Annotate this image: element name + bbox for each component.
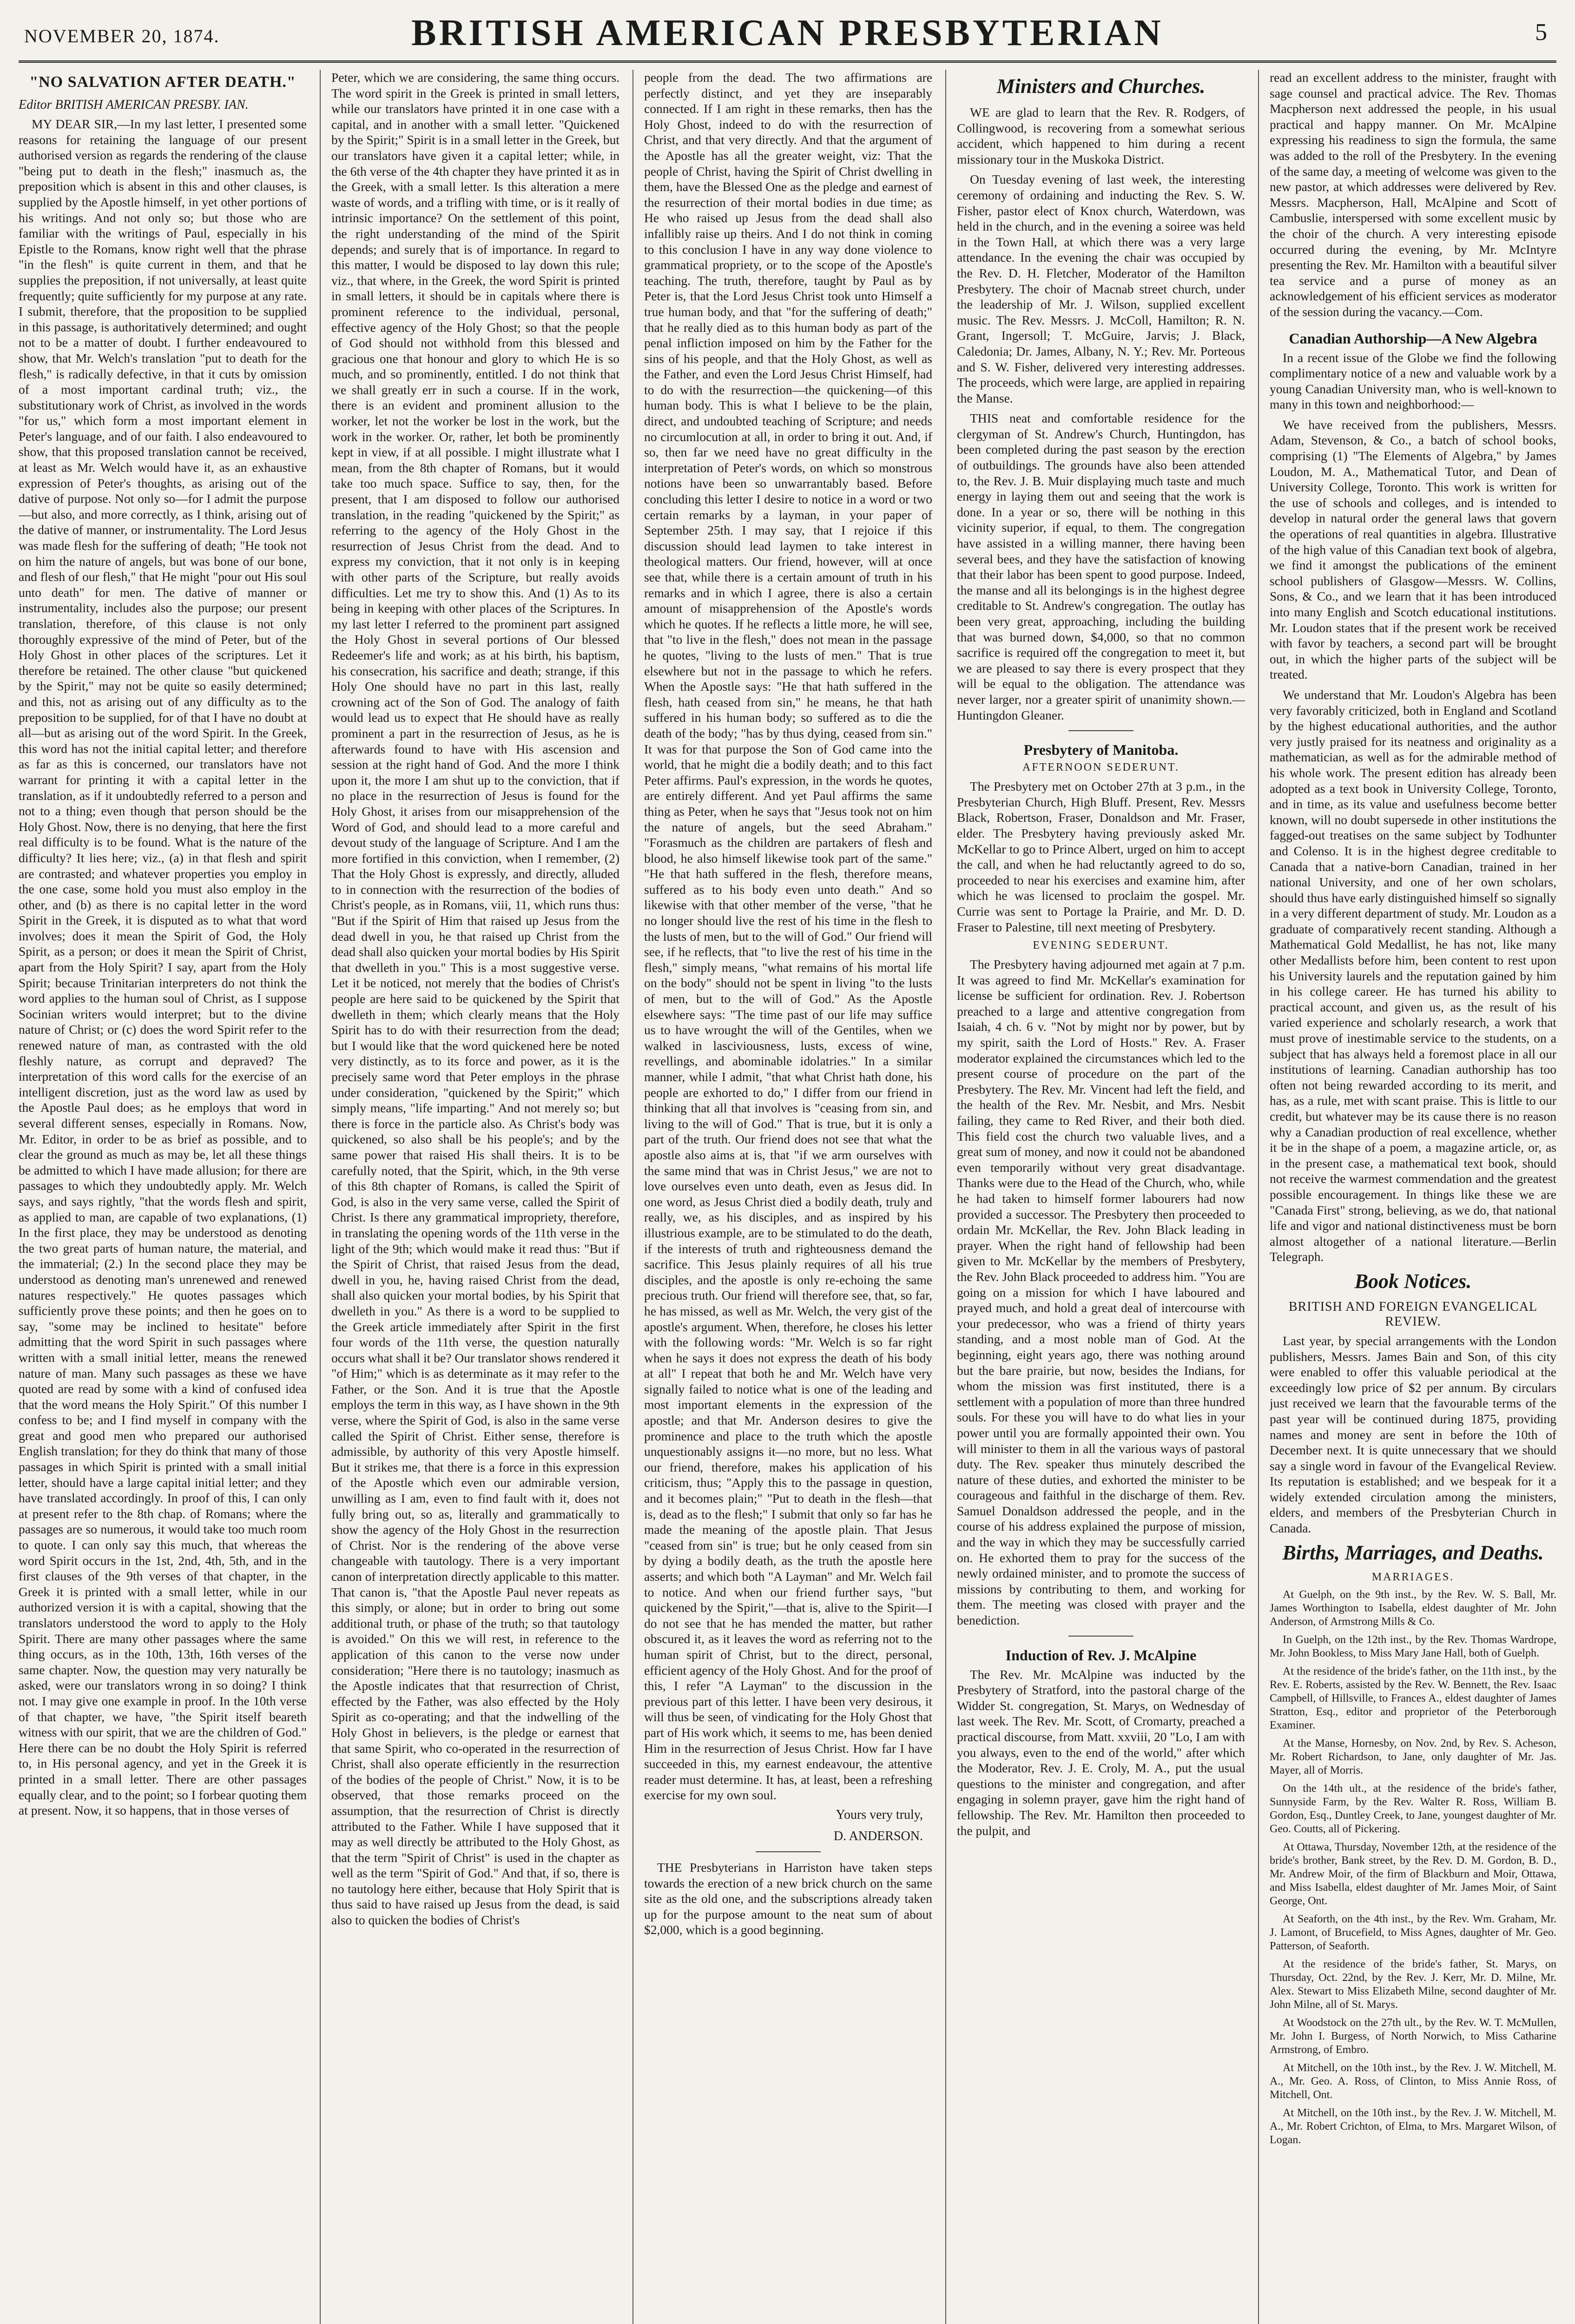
marriage-notice: At Mitchell, on the 10th inst., by the Rev. J. W. Mitchell, M. A., Mr. Geo. A. Ross, of Clinton, to Miss Annie Ross, of Mitchell, Ont. bbox=[1270, 2061, 1556, 2101]
afternoon-text: The Presbytery met on October 27th at 3 p.m., in the Presbyterian Church, High Bluff. Present, Rev. Messrs Black, Robertson, Fraser, Donaldson and Mr. Fraser, elder. The Presbytery having previously asked Mr. McKellar to go to Prince Albert, urged on him to accept the call, and when he had reluctantly agreed to do so, proceeded to near his exercises and examine him, after which he was licensed to proclaim the gospel. Mr. Currie was sent to Portage la Prairie, and Mr. D. D. Fraser to Palestine, till next meeting of Presbytery. bbox=[957, 779, 1245, 934]
column-1 bbox=[19, 70, 307, 2324]
algebra-heading: Canadian Authorship—A New Algebra bbox=[1289, 330, 1537, 347]
evening-label: EVENING SEDERUNT. bbox=[1033, 939, 1169, 952]
induction-continued: read an excellent address to the minister, fraught with sage counsel and practical advice. The Rev. Thomas Macpherson next addressed the people, in his usual practical and happy manner. On Mr. McAlpine expressing his readiness to sign the formula, the same was added to the roll of the Presbytery. In the evening of the same day, a meeting of welcome was given to the new pastor, at which addresses were delivered by Rev. Messrs. Macpherson, Hall, McAlpine and Scott of Cambuslie, interspersed with some excellent music by the choir of the church. A very interesting episode occurred during the evening, by Mr. McIntyre presenting the Rev. Mr. Hamilton with a beautiful silver tea service and a purse of money as an acknowledgement of his efficient services as moderator of the session during the vacancy.—Com. bbox=[1270, 70, 1556, 319]
marriage-notice: At the Manse, Hornesby, on Nov. 2nd, by Rev. S. Acheson, Mr. Robert Richardson, to Jane, only daughter of Mr. Jas. Mayer, all of Morris. bbox=[1270, 1737, 1556, 1776]
ministers-paragraph: WE are glad to learn that the Rev. R. Rodgers, of Collingwood, is recovering from a somewhat serious accident, which happened to him during a recent missionary tour in the Muskoka District. bbox=[957, 105, 1245, 166]
page-number: 5 bbox=[1535, 19, 1547, 46]
letter-salutation: Editor BRITISH AMERICAN PRESBY. IAN. bbox=[19, 98, 249, 112]
column-rule bbox=[320, 70, 321, 2324]
letter-paragraph: people from the dead. The two affirmations are perfectly distinct, and yet they are inseparably connected. If I am right in these remarks, then has the Holy Ghost, indeed to do with the resurrection of Christ, and that very directly. And that the argument of the Apostle has all the greater weight, viz: That the people of Christ, having the Spirit of Christ dwelling in them, have the Blessed One as the pledge and earnest of the resurrection of their mortal bodies in due time; as He who raised up Jesus from the dead shall also infallibly raise up theirs. And I do not think in coming to this conclusion I have in any way done violence to grammatical propriety, or to the scope of the Apostle's teaching. The truth, therefore, taught by Paul as by Peter is, that the Lord Jesus Christ took unto Himself a true human body, and that "for the suffering of death;" that he really died as to this human body as part of the penal infliction imposed on him by the Father for the sins of his people, and that the Holy Ghost, as well as the Father, and even the Lord Jesus Christ Himself, had to do with the resurrection—the quickening—of this human body. This is what I believe to be the plain, direct, and undoubted teaching of Scripture; and needs no circumlocution at all, in order to bring it out. And, if so, then far we need have no great difficulty in the interpretation of Peter's words, on which so monstrous notions have been so unwarrantably based. Before concluding this letter I desire to notice in a word or two certain remarks by a layman, in your paper of September 25th. I may say, that I rejoice if this discussion should lead laymen to take interest in theological matters. Our friend, however, will at once see that, while there is a certain amount of truth in his remarks and in which I agree, there is also a certain amount of misapprehension of the Apostle's words which he quotes. If he reflects a little more, he will see, that "to live in the flesh," does not mean in the passage he quotes, "living to the lusts of men." That is true elsewhere but not in the passage to which he refers. When the Apostle says: "He that hath suffered in the flesh, hath ceased from sin," he means, he that hath suffered in his human body; so suffered as to die the death of the body; "has by thus dying, ceased from sin." It was for that purpose the Son of God came into the world, that he might die a bodily death; and to this fact Peter affirms. Paul's expression, in the words he quotes, are entirely different. And yet Paul affirms the same thing as Peter, when he says that "Jesus took not on him the nature of angels, but the seed Abraham." "Forasmuch as the children are partakers of flesh and blood, he also himself likewise took part of the same." "He that hath suffered in the flesh, therefore means, suffered as to his body even unto death." And so likewise with that other member of the verse, "that he no longer should live the rest of his time in the flesh to the lusts of men, but to the will of God." Our friend will see, if he reflects, that "to live the rest of his time in the flesh," simply means, "what remains of his mortal life on the body" should not be spent in living "to the lusts of men, but to the will of God." As the Apostle elsewhere says: "The time past of our life may suffice us to have wrought the will of the Gentiles, when we walked in lasciviousness, lusts, excess of wine, revellings, and abominable idolatries." In a similar manner, while I admit, "that what Christ hath done, his people are exhorted to do," I differ from our friend in thinking that all that involves is "ceasing from sin, and living to the will of God." That is true, but it is only a part of the truth. Our friend does not see that what the apostle also aims at is, that "if we arm ourselves with the same mind that was in Christ Jesus," we are not to love ourselves even unto death, even as Jesus did. In one word, as Jesus Christ died a bodily death, truly and really, we, as his disciples, and as inspired by his illustrious example, are to be stimulated to do the death, if the interests of truth and righteousness demand the sacrifice. This Jesus plainly requires of all his true disciples, and the apostle is only re-echoing the same precious truth. Our friend will therefore see, that, so far, he has missed, as well as Mr. Welch, the very gist of the apostle's argument. When, therefore, he closes his letter with the following words: "Mr. Welch is so far right when he says it does not express the death of his body at all" I repeat that both he and Mr. Welch have very signally failed to notice what is one of the leading and most important elements in the expression of the apostle; and that Mr. Anderson desires to give the prominence and place to the truth which the apostle unquestionably assigns it—no more, but no less. What our friend, therefore, makes his application of his criticism, thus; "Apply this to the passage in question, and it becomes plain;" "Put to death in the flesh—that is, dead as to the flesh;" I submit that only so far has he made the meaning of the apostle plain. That Jesus "ceased from sin" is true; but he only ceased from sin by dying a bodily death, as the truth the apostle here asserts; and which both "A Layman" and Mr. Welch fail to notice. And when our friend further says, "but quickened by the Spirit,"—that is, alive to the Spirit—I do not see that he has mended the matter, but rather obscured it, as it leaves the word as referring not to the human spirit of Christ, but to the direct, personal, efficient agency of the Holy Ghost. And for the proof of this, I refer "A Layman" to the discussion in the previous part of this letter. I have been very desirous, it will thus be seen, of vindicating for the Holy Ghost that part of His work which, it seems to me, has been denied Him in the resurrection of Jesus Christ. How far I have succeeded in this, my earnest endeavour, the attentive reader must determine. It has, at least, been a refreshing exercise for my own soul. bbox=[644, 70, 932, 1802]
newspaper-title: BRITISH AMERICAN PRESBYTERIAN bbox=[411, 13, 1164, 53]
algebra-paragraph: In a recent issue of the Globe we find the following complimentary notice of a new and valuable work by a young Canadian University man, who is well-known to many in this town and neighborhood:— bbox=[1270, 350, 1556, 412]
marriage-notice: On the 14th ult., at the residence of the bride's father, Sunnyside Farm, by the Rev. Walter R. Ross, William B. Gordon, Esq., Duntley Creek, to Jane, youngest daughter of Mr. Geo. Coutts, all of Pickering. bbox=[1270, 1782, 1556, 1835]
ministers-paragraph: On Tuesday evening of last week, the interesting ceremony of ordaining and inducting the Rev. S. W. Fisher, pastor elect of Knox church, Waterdown, was held in the church, and in the evening a soiree was held in the Town Hall, at which there was a very large attendance. In the evening the chair was occupied by the Rev. D. H. Fletcher, Moderator of the Hamilton Presbytery. The choir of Macnab street church, under the leadership of Mr. J. Wilson, supplied excellent music. The Rev. Messrs. J. McColl, Hamilton; R. N. Grant, Ingersoll; T. McGuire, Jarvis; J. Black, Caledonia; Dr. James, Albany, N. Y.; Rev. Mr. Porteous and S. W. Fisher, delivered very interesting addresses. The proceeds, which were large, are applied in repairing the Manse. bbox=[957, 172, 1245, 405]
marriage-notice: At Woodstock on the 27th ult., by the Rev. W. T. McMullen, Mr. John I. Burgess, of North Norwich, to Miss Catharine Armstrong, of Embro. bbox=[1270, 2016, 1556, 2056]
column-5 bbox=[1270, 70, 1556, 2324]
marriage-notice: At the residence of the bride's father, St. Marys, on Thursday, Oct. 22nd, by the Rev. J. Kerr, Mr. D. Milne, Mr. Alex. Stewart to Miss Elizabeth Milne, second daughter of Mr. John Milne, all of St. Marys. bbox=[1270, 1958, 1556, 2011]
marriages-label: MARRIAGES. bbox=[1371, 1571, 1455, 1583]
letter-paragraph: Peter, which we are considering, the same thing occurs. The word spirit in the Greek is printed in small letters, while our translators have printed it in one case with a capital, and in another with a small letter. "Quickened by the Spirit;" Spirit is in a small letter in the Greek, but our translators have given it a capital letter; while, in the 6th verse of the 4th chapter they have printed it as in the Greek, with a small letter. Is this alteration a mere waste of words, and a trifling with time, or is it really of intrinsic importance? On the settlement of this point, the right understanding of the mind of the Spirit depends; and surely that is of importance. In regard to this matter, I would be disposed to lay down this rule; viz., that where, in the Greek, the word Spirit is printed in small letters, it should be in capitals where there is prominent reference to the individual, personal, effective agency of the Holy Ghost; so that the people of God should not withhold from this blessed and gracious one that honour and glory to which He is so much, and so prominently, entitled. I do not think that we shall greatly err in such a course. If in the work, there is an evident and prominent allusion to the worker, let not the worker be lost in the work, but the work in the worker. Or, rather, let both be prominently kept in view, if at all possible. I might illustrate what I mean, from the 8th chapter of Romans, but it would take too much space. Suffice to say, then, for the present, that I am disposed to follow our authorised translation, in the reading "quickened by the Spirit;" as referring to the agency of the Holy Ghost in the resurrection of Jesus Christ from the dead. And to express my conviction, that it not only is in keeping with other parts of the Scripture, but really avoids difficulties. Let me try to show this. And (1) As to its being in keeping with other places of the Scriptures. In my last letter I referred to the prominent part assigned the Holy Ghost in several portions of Our blessed Redeemer's life and work; as at his birth, his baptism, his consecration, his sacrifice and death; strange, if this Holy One should have no part in this last, really crowning act of the Son of God. The analogy of faith would lead us to expect that He should have as really prominent a part in the resurrection of Jesus, as he is afterwards found to have with His ascension and session at the right hand of God. And the more I think upon it, the more I am shut up to the conviction, that if no place in the resurrection of Jesus is found for the Holy Ghost, it arises from our misapprehension of the Word of God, and should lead to a more careful and devout study of the language of Scripture. And I am the more fortified in this conviction, when I remember, (2) That the Holy Ghost is expressly, and directly, alluded to in connection with the resurrection of the bodies of Christ's people, as in Romans, viii, 11, which runs thus: "But if the Spirit of Him that raised up Jesus from the dead dwell in you, he that raised up Christ from the dead shall also quicken your mortal bodies by His Spirit that dwelleth in you." This is a most suggestive verse. Let it be noticed, not merely that the bodies of Christ's people are here said to be quickened by the Spirit that dwelleth in them; which clearly means that the Holy Spirit has to do with their resurrection from the dead; but I would like that the word quickened here be noted very distinctly, as to its force and power, as it is the precisely same word that Peter employs in the phrase under consideration, "quickened by the Spirit;" which simply means, "life imparting." And not merely so; but there is force in the particle also. As Christ's body was quickened, so also shall be his people's; and by the same power that raised His shall theirs. It is to be carefully noted, that the Spirit, which, in the 9th verse of this 8th chapter of Romans, is called the Spirit of God, is also in the very same verse, called the Spirit of Christ. Is there any grammatical impropriety, therefore, in translating the opening words of the 11th verse in the light of the 9th; which would make it read thus: "But if the Spirit of Christ, that raised Jesus from the dead, dwell in you, he, having raised Christ from the dead, shall also quicken your mortal bodies, by his Spirit that dwelleth in you." As there is a word to be supplied to the Greek article immediately after Spirit in the first four words of the 11th verse, the question naturally occurs what shall it be? Our translator shows rendered it "of Him;" which is as determinate as it may refer to the Father, or the Son. And it is true that the Apostle employs the term in this way, as I have shown in the 9th verse, where the Spirit of God, is also in the same verse called the Spirit of Christ. Either sense, therefore is admissible, by authority of this very Apostle himself. But it strikes me, that there is a force in this expression of the Apostle which even our admirable version, unwilling as I am, even to find fault with it, does not fully bring out, so as, literally and grammatically to show the agency of the Holy Ghost in the resurrection of Christ. Nor is the rendering of the above verse changeable with tautology. There is a very important canon of interpretation directly applicable to this matter. That canon is, "that the Apostle Paul never repeats as this simply, or alone; but in order to bring out some additional truth, or phase of the truth; so that tautology is avoided." On this we will rest, in reference to the application of this canon to the verse now under consideration; "Here there is no tautology; inasmuch as the Apostle indicates that that resurrection of Christ, effected by the Father, was also effected by the Holy Spirit as co-operating; and that the indwelling of the Holy Ghost in believers, is the pledge or earnest that that same Spirit, who co-operated in the resurrection of Christ, shall also operate efficiently in the resurrection of the bodies of the people of Christ." Now, it is to be observed, that those remarks proceed on the assumption, that the resurrection of Christ is directly attributed to the Father. While I have supposed that it may as well directly be attributed to the Holy Ghost, as that the term "Spirit of Christ" is used in the chapter as well as the term "Spirit of God." And that, if so, there is no tautology here either, because that Holy Spirit that is thus said to have raised up Jesus from the dead, is said also to quicken the bodies of Christ's bbox=[331, 70, 619, 1928]
notices-heading: Births, Marriages, and Deaths. bbox=[1282, 1541, 1544, 1564]
letter-signature: D. ANDERSON. bbox=[833, 1829, 923, 1843]
marriage-notice: At Ottawa, Thursday, November 12th, at the residence of the bride's brother, Bank street, by the Rev. D. M. Gordon, B. D., Mr. Andrew Moir, of the firm of Blackburn and Moir, Ottawa, and Miss Isabella, eldest daughter of Mr. James Moir, of Saint George, Ont. bbox=[1270, 1841, 1556, 1907]
column-3 bbox=[644, 70, 932, 2324]
column-rule bbox=[1258, 70, 1259, 2324]
letter-headline: "NO SALVATION AFTER DEATH." bbox=[29, 73, 296, 91]
marriage-notices bbox=[1270, 1571, 1556, 2147]
marriage-notice: In Guelph, on the 12th inst., by the Rev. Thomas Wardrope, Mr. John Bookless, to Miss Mary Jane Hall, both of Guelph. bbox=[1270, 1633, 1556, 1659]
column-2 bbox=[331, 70, 619, 2324]
induction-text: The Rev. Mr. McAlpine was inducted by the Presbytery of Stratford, into the pastoral charge of the Widder St. congregation, St. Marys, on Wednesday of last week. The Rev. Mr. Scott, of Cromarty, preached a practical discourse, from Matt. xxviii, 20 "Lo, I am with you always, even to the end of the world," after which the Moderator, Rev. J. E. Croly, M. A., put the usual questions to the minister and congregation, and after engaging in solemn prayer, gave him the right hand of fellowship. The Rev. Mr. Hamilton then proceeded to the pulpit, and bbox=[957, 1667, 1245, 1838]
harriston-note: THE Presbyterians in Harriston have taken steps towards the erection of a new brick church on the same site as the old one, and the subscriptions already taken up for the purpose amount to the neat sum of about $2,000, which is a good beginning. bbox=[644, 1860, 932, 1937]
marriage-notice: At Guelph, on the 9th inst., by the Rev. W. S. Ball, Mr. James Worthington to Isabella, eldest daughter of Mr. John Anderson, of Armstrong Mills & Co. bbox=[1270, 1588, 1556, 1628]
marriage-notice: At Seaforth, on the 4th inst., by the Rev. Wm. Graham, Mr. J. Lamont, of Brucefield, to Miss Agnes, daughter of Mr. Geo. Patterson, of Seaforth. bbox=[1270, 1913, 1556, 1952]
divider bbox=[756, 1851, 821, 1852]
issue-date: NOVEMBER 20, 1874. bbox=[24, 26, 220, 46]
ministers-heading: Ministers and Churches. bbox=[996, 75, 1206, 98]
letter-paragraph: MY DEAR SIR,—In my last letter, I presented some reasons for retaining the language of our present authorised version as regards the rendering of the clause "being put to death in the flesh;" inasmuch as, the preposition which is absent in this and other clauses, is supplied by the Apostle himself, in yet other portions of his writings. And not only so; but those who are familiar with the writings of Paul, especially in his Epistle to the Romans, know right well that the phrase "in the flesh" is quite current in them, and that he supplies the preposition, if not universally, at least quite frequently; quite sufficiently for my purpose at any rate. I submit, therefore, that the proposition to be supplied in this passage, is authoritatively determined; and ought not to be a matter of doubt. I further endeavoured to show, that Mr. Welch's translation "put to death for the flesh," is radically defective, in that it cuts by omission of a most important cardinal truth; viz., the substitutionary work of Christ, as involved in the words "for us," which form a most important element in Peter's language, and of our faith. I also endeavoured to show, that this proposed translation cannot be received, at least as Mr. Welch would have it, as an exhaustive expression of Peter's thoughts, as arising out of the dative of purpose. Not only so—for I admit the purpose—but also, and more correctly, as I think, arising out of the dative of manner, or instrumentality. The Lord Jesus was made flesh for the suffering of death; "He took not on him the nature of angels, but was bone of our bone, and flesh of our flesh," that He might "pour out His soul unto death" for men. The dative of manner or instrumentality, includes also the purpose; our present translation, therefore, of this clause is not only thoroughly expressive of the mind of Peter, but of the Holy Ghost in other places of the scriptures. Let it therefore be retained. The other clause "but quickened by the Spirit," may not be quite so easily determined; and this, not as arising out of any difficulty as to the preposition to be supplied, for of that I have no doubt at all—but as arising out of the word Spirit. In the Greek, this word has not the initial capital letter; and therefore as far as this is concerned, our translators have not warrant for printing it with a capital letter in the translation, as if it undoubtedly referred to a person and not to a thing; even though that person should be the Holy Ghost. Now, there is no denying, that here the first real difficulty is to be found. What is the nature of the difficulty? It lies here; viz., (a) in that flesh and spirit are contrasted; and whatever properties you employ in the one case, some hold you must also employ in the other, and (b) as there is no capital letter in the word Spirit in the Greek, it is disputed as to what that word involves; does it mean the Spirit of God, the Holy Spirit, as a person; or does it mean the Spirit of Christ, apart from the Holy Spirit? I say, apart from the Holy Spirit; because Trinitarian interpreters do not think the word applies to the human soul of Christ, as I suppose Socinian writers would interpret; but to the divine nature of Christ; or (c) does the word Spirit refer to the renewed nature of man, as contrasted with the old fleshly nature, as corrupt and depraved? The interpretation of this word calls for the exercise of an intelligent discretion, just as the word law as used by the Apostle Paul does; as he employs that word in several different senses, especially in Romans. Now, Mr. Editor, in order to be as brief as possible, and to clear the ground as much as may be, let all these things be admitted to which I have made allusion; for there are passages to which they undoubtedly apply. Mr. Welch says, and says rightly, "that the words flesh and spirit, as applied to man, are capable of two explanations, (1) In the first place, they may be understood as denoting the two great parts of human nature, the material, and the immaterial; (2.) In the second place they may be understood as denoting man's unrenewed and renewed natures respectively." He quotes passages which sufficiently prove these points; and then he goes on to say, "some may be inclined to hesitate" before admitting that the word Spirit in such passages where written with a small initial letter, means the renewed nature of man. Many such passages as these we have quoted are read by some with a kind of confused idea that the word means the Holy Spirit." Of this number I confess to be; and I find myself in company with the great and good men who prepared our authorised English translation; for they do think that many of those passages in which Spirit is printed with a small initial letter, should have a large capital initial letter; and they have translated accordingly. In proof of this, I can only at present refer to the 8th chap. of Romans; where the passages are so numerous, it would take too much room to quote. I can only say this much, that whereas the word Spirit occurs in the 1st, 2nd, 4th, 5th, and in the first clauses of the 9th verses of that chapter, in the Greek it is printed with a small letter, while in our authorized version it is with a capital, showing that the translators understood the word to apply to the Holy Spirit. There are many other passages where the same thing occurs, as in the 10th, 13th, 16th verses of the same chapter. Now, the question may very naturally be asked, were our translators wrong in so doing? I think not. I may give one example in proof. In the 10th verse of that chapter, we have, "the Spirit itself beareth witness with our spirit, that we are the children of God." Here there can be no doubt the Holy Spirit is referred to, in His personal agency, and yet in the Greek it is printed in a small letter. There are other passages equally clear, and to the point; so I forbear quoting them at present. Now, it so happens, that in those verses of bbox=[19, 117, 307, 1818]
divider bbox=[1068, 730, 1133, 731]
marriage-notice: At the residence of the bride's father, on the 11th inst., by the Rev. E. Roberts, assisted by the Rev. W. Bennett, the Rev. Isaac Campbell, of Hillsville, to Frances A., eldest daughter of James Stratton, Esq., editor and proprietor of the Peterborough Examiner. bbox=[1270, 1665, 1556, 1731]
algebra-paragraph: We have received from the publishers, Messrs. Adam, Stevenson, & Co., a batch of school books, comprising (1) "The Elements of Algebra," by James Loudon, M. A., Mathematical Tutor, and Dean of University College, Toronto. This work is written for the use of schools and colleges, and is intended to develop in natural order the general laws that govern the operations of real quantities in algebra. Illustrative of the high value of this Canadian text book of algebra, we find it amongst the publications of the eminent school publishers of Glasgow—Messrs. W. Collins, Sons, & Co., and we learn that it has been introduced into many English and Scotch educational institutions. Mr. Loudon states that if the present work be received with favor by teachers, a second part will be brought out, in which the higher parts of the subject will be treated. bbox=[1270, 417, 1556, 682]
column-4 bbox=[957, 70, 1245, 2324]
letter-closing: Yours very truly, bbox=[836, 1807, 923, 1822]
algebra-paragraph: We understand that Mr. Loudon's Algebra has been very favorably criticized, both in England and Scotland by the highest educational authorities, and the author very justly praised for its neatness and originality as a mathematician, as well as for the admirable method of his whole work. The present edition has already been adopted as a text book in University College, Toronto, and in time, as its value and usefulness become better known, will no doubt supersede in other institutions the fagged-out treatises on the same subject by Todhunter and Colenso. It is in the highest degree creditable to Canada that a native-born Canadian, trained in her national University, and one of her own scholars, should thus have early distinguished himself so signally in a very different department of study. Mr. Loudon as a graduate of comparatively recent standing. Although a Mathematical Gold Medallist, he has not, like many other Medallists before him, been content to rest upon his University laurels and the reputation gained by him in his college career. He has turned his ability to practical account, and given us, as the result of his varied experience and scholarly research, a work that must prove of inestimable service to the students, on a subject that has always held a foremost place in all our institutions of learning. Canadian authorship has too often not being rewarded according to its merit, and has, as a rule, met with scant praise. This is little to our credit, but whatever may be its cause there is no reason why a Canadian production of real excellence, whether it be in the shape of a poem, a magazine article, or, as in the present case, a mathematical text book, should not receive the warmest commendation and the greatest possible encouragement. In things like these we are "Canada First" strong, believing, as we do, that national life and vigor and national distinctiveness must be born almost altogether of a national literature.—Berlin Telegraph. bbox=[1270, 687, 1556, 1264]
review-text: Last year, by special arrangements with the London publishers, Messrs. James Bain and Son, of this city were enabled to offer this valuable periodical at the exceedingly low price of $2 per annum. By circulars just received we learn that the favourable terms of the past year will be continued during 1875, providing names and money are sent in before the 10th of December next. It is quite unnecessary that we should say a single word in favour of the Evangelical Review. Its reputation is established; and we bespeak for it a widely extended circulation among the ministers, elders, and members of the Presbyterian Church in Canada. bbox=[1270, 1333, 1556, 1536]
marriage-notice: At Mitchell, on the 10th inst., by the Rev. J. W. Mitchell, M. A., Mr. Robert Crichton, of Elma, to Mrs. Margaret Wilson, of Logan. bbox=[1270, 2106, 1556, 2146]
masthead bbox=[19, 9, 1556, 63]
manitoba-heading: Presbytery of Manitoba. bbox=[1023, 741, 1179, 759]
divider bbox=[1068, 1636, 1133, 1637]
ministers-paragraph: THIS neat and comfortable residence for the clergyman of St. Andrew's Church, Huntingdon, has been completed during the past season by the erection of outbuildings. The grounds have also been attended to, the Rev. J. B. Muir displaying much taste and much energy in laying them out and seeing that the work is done. In a year or so, there will be nothing in this vicinity superior, if equal, to them. The congregation have assisted in a willing manner, there having been several bees, and they have the satisfaction of knowing that their labor has been spent to good purpose. Indeed, the manse and all its belongings is in the highest degree creditable to St. Andrew's congregation. The outlay has been very great, approaching, including the building that was burned down, $4,000, so that no common sacrifice is required off the congregation to meet it, but we are pleased to say there is every prospect that they will be equal to the obligation. The attendance was never larger, nor a greater spirit of unanimity shown.—Huntingdon Gleaner. bbox=[957, 411, 1245, 722]
afternoon-label: AFTERNOON SEDERUNT. bbox=[1022, 761, 1180, 774]
review-title: BRITISH AND FOREIGN EVANGELICAL REVIEW. bbox=[1288, 1299, 1538, 1329]
book-notices-heading: Book Notices. bbox=[1354, 1269, 1472, 1293]
column-rule bbox=[945, 70, 946, 2324]
induction-heading: Induction of Rev. J. McAlpine bbox=[1005, 1646, 1197, 1664]
evening-text: The Presbytery having adjourned met again at 7 p.m. It was agreed to find Mr. McKellar's examination for license be sufficient for ordination. Rev. J. Robertson preached to a large and attentive congregation from Isaiah, 4 ch. 6 v. "Not by might nor by power, but by my spirit, saith the Lord of Hosts." Rev. A. Fraser moderator explained the circumstances which led to the present course of procedure on the part of the Presbytery. The Rev. Mr. Vincent had left the field, and the health of the Rev. Mr. Nesbit, and Mrs. Nesbit failing, they came to Red River, and their both died. This field cost the church two valuable lives, and a great sum of money, and now it could not be abandoned even temporarily without very great disadvantage. Thanks were due to the Head of the Church, who, while he had taken to himself former labourers had now provided a successor. The Presbytery then proceeded to ordain Mr. McKellar, the Rev. John Black leading in prayer. When the right hand of fellowship had been given to Mr. McKellar by the members of Presbytery, the Rev. John Black proceeded to address him. "You are going on a mission for which I have laboured and prayed much, and hold a great deal of intercourse with your predecessor, who was a friend of thirty years standing, and a most noble man of God. At the beginning, eight years ago, there was nothing around but the bare prairie, but now, besides the Indians, for whom the mission was first instituted, there is a settlement with a population of more than three hundred souls. For these you will have to do what lies in your power until you are formally appointed their own. You will minister to them in all the various ways of pastoral duty. The Rev. speaker thus minutely described the nature of these duties, and exhorted the minister to be courageous and faithful in the discharge of them. Rev. Samuel Donaldson addressed the people, and in the course of his address explained the purpose of mission, and the way in which they may be successfully carried on. He exhorted them to pray for the success of the newly ordained minister, and to promote the success of missions by contributing to them, and working for them. The meeting was closed with prayer and the benediction. bbox=[957, 957, 1245, 1628]
